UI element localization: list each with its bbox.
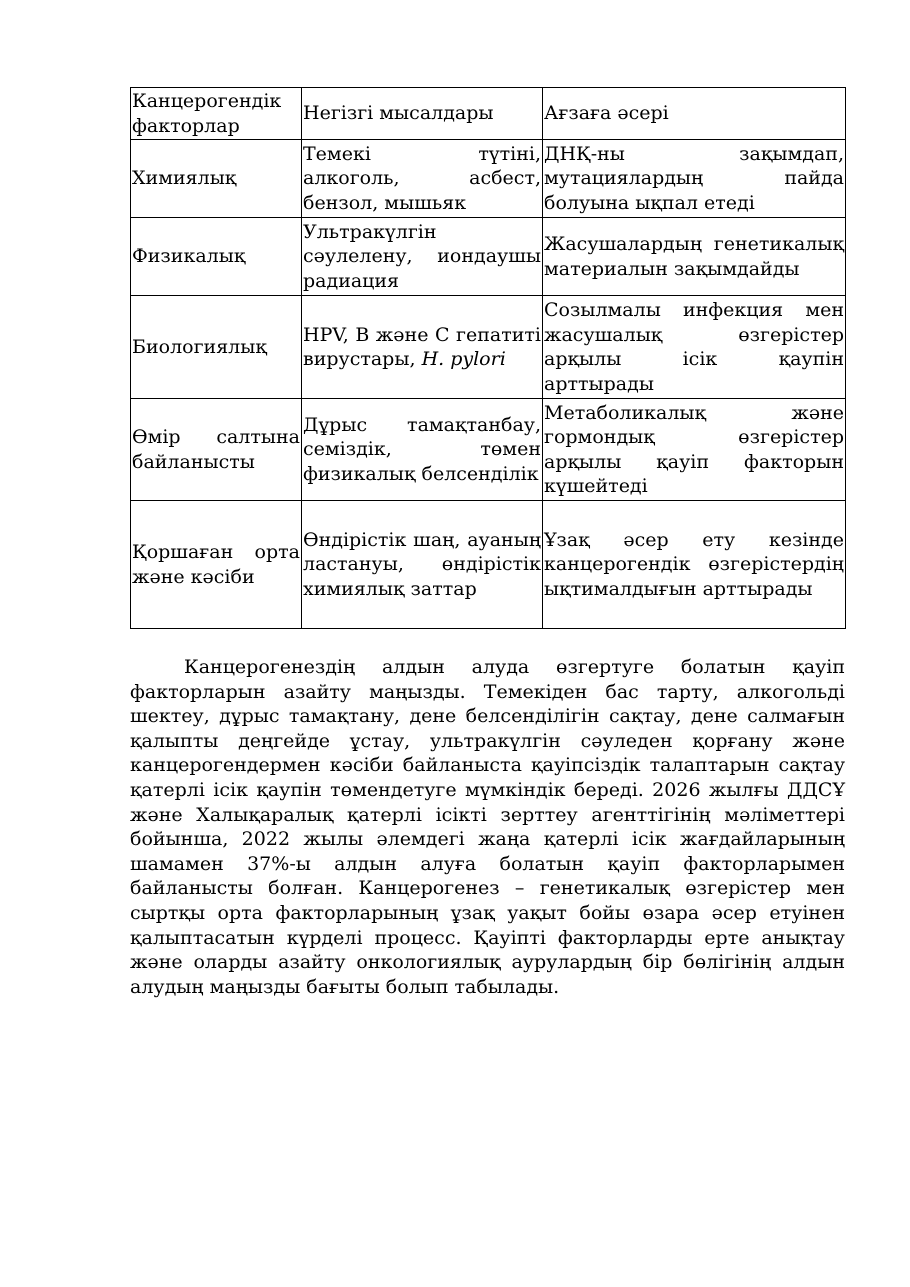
body-paragraph: Канцерогенездің алдын алуда өзгертуге болатын қауіп факторларын азайту маңызды. Темекіден бас тарту, алкогольді шектеу, дұрыс тамақтану, дене белсенділігін сақтау, дене салмағын қалыпты деңгейде ұстау, ультракүлгін сәуледен қорғану және канцерогендермен кәсіби байланыста қауіпсіздік талаптарын сақтау қатерлі ісік қаупін төмендетуге мүмкіндік береді. 2026 жылғы ДДСҰ және Халықаралық қатерлі ісікті зерттеу агенттігінің мәліметтері бойынша, 2022 жылы әлемдегі жаңа қатерлі ісік жағдайларының шамамен 37%-ы алдын алуға болатын қауіп факторларымен байланысты болған. Канцерогенез – генетикалық өзгерістер мен сыртқы орта факторларының ұзақ уақыт бойы өзара әсер етуінен қалыптасатын күрделі процесс. Қауіпті факторларды ерте анықтау және оларды азайту онкологиялық аурулардың бір бөлігінің алдын алудың маңызды бағыты болып табылады.: [130, 656, 845, 998]
factor-cell: Өмір салтына байланысты: [131, 399, 302, 501]
effect-cell: ДНҚ-ны зақымдап, мутациялардың пайда болуына ықпал етеді: [543, 140, 846, 218]
effect-cell: Ұзақ әсер ету кезінде канцерогендік өзгерістердің ықтималдығын арттырады: [543, 501, 846, 629]
table-row: [131, 501, 846, 629]
header-effect: Ағзаға әсері: [543, 88, 846, 140]
examples-cell: Ультракүлгін сәулелену, иондаушы радиация: [302, 218, 543, 296]
examples-cell: Өндірістік шаң, ауаның ластануы, өндірістік химиялық заттар: [302, 501, 543, 629]
table-row: [131, 218, 846, 296]
factor-cell: Химиялық: [131, 140, 302, 218]
table-header-row: [131, 88, 846, 140]
examples-italic-text: H. pylori: [421, 348, 506, 370]
examples-cell: Темекі түтіні, алкоголь, асбест, бензол, мышьяк: [302, 140, 543, 218]
table-row: [131, 140, 846, 218]
header-factors: Канцерогендік факторлар: [131, 88, 302, 140]
examples-cell: [302, 296, 543, 399]
factor-cell: Қоршаған орта және кәсіби: [131, 501, 302, 629]
examples-text: HPV, B және C гепатиті вирустары,: [303, 323, 541, 370]
factor-cell: Физикалық: [131, 218, 302, 296]
examples-cell: Дұрыс тамақтанбау, семіздік, төмен физикалық белсенділік: [302, 399, 543, 501]
header-examples: Негізгі мысалдары: [302, 88, 543, 140]
effect-cell: Созылмалы инфекция мен жасушалық өзгерістер арқылы ісік қаупін арттырады: [543, 296, 846, 399]
table-row: [131, 399, 846, 501]
carcinogenic-factors-table: [130, 87, 846, 629]
table-row: [131, 296, 846, 399]
effect-cell: Жасушалардың генетикалық материалын зақымдайды: [543, 218, 846, 296]
factor-cell: Биологиялық: [131, 296, 302, 399]
effect-cell: Метаболикалық және гормондық өзгерістер арқылы қауіп факторын күшейтеді: [543, 399, 846, 501]
